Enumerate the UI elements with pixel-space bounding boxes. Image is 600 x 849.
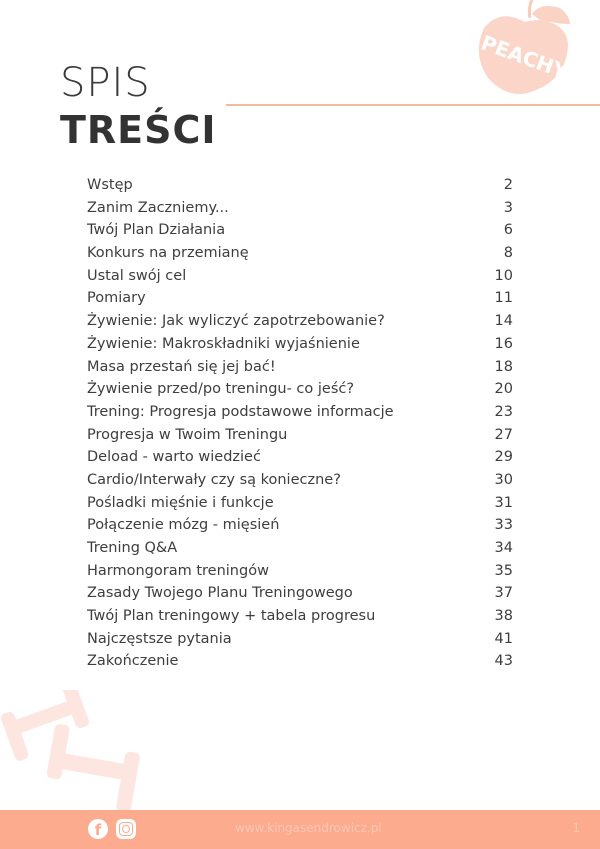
toc-entry-page: 23 <box>494 403 513 420</box>
peachy-logo <box>470 0 580 104</box>
toc-entry[interactable] <box>87 356 513 379</box>
toc-entry-label: Konkurs na przemianę <box>87 245 249 262</box>
toc-entry-label: Najczęstsze pytania <box>87 630 232 647</box>
footer <box>0 810 600 849</box>
toc-entry-page: 37 <box>494 585 513 602</box>
toc-entry-page: 18 <box>494 358 513 375</box>
table-of-contents <box>87 174 513 673</box>
toc-entry[interactable] <box>87 401 513 424</box>
toc-entry[interactable] <box>87 265 513 288</box>
toc-entry-label: Żywienie: Makroskładniki wyjaśnienie <box>87 335 360 352</box>
toc-entry[interactable] <box>87 174 513 197</box>
toc-entry-page: 16 <box>494 335 513 352</box>
toc-entry-label: Zasady Twojego Planu Treningowego <box>87 585 353 602</box>
toc-entry-page: 33 <box>494 517 513 534</box>
toc-entry[interactable] <box>87 605 513 628</box>
toc-entry-label: Deload - warto wiedzieć <box>87 449 261 466</box>
toc-entry-page: 2 <box>503 177 513 193</box>
toc-entry-page: 43 <box>494 653 513 670</box>
toc-entry-page: 11 <box>494 290 513 307</box>
toc-entry-page: 30 <box>494 471 513 488</box>
toc-entry-label: Trening: Progresja podstawowe informacje <box>87 403 394 420</box>
toc-entry-page: 41 <box>494 630 513 647</box>
toc-entry[interactable] <box>87 310 513 333</box>
toc-entry[interactable] <box>87 650 513 673</box>
instagram-icon[interactable] <box>116 819 136 839</box>
toc-entry[interactable] <box>87 197 513 220</box>
header-divider <box>226 104 600 106</box>
toc-entry[interactable] <box>87 537 513 560</box>
toc-entry-page: 29 <box>494 449 513 466</box>
website-link[interactable]: www.kingasendrowicz.pl <box>235 821 382 835</box>
toc-entry-label: Cardio/Interwały czy są konieczne? <box>87 471 341 488</box>
page-number: 1 <box>572 821 580 835</box>
toc-entry[interactable] <box>87 378 513 401</box>
toc-entry-page: 35 <box>494 562 513 579</box>
svg-text:PEACHY: PEACHY <box>478 30 571 84</box>
toc-entry-page: 6 <box>503 222 513 239</box>
toc-entry-label: Progresja w Twoim Treningu <box>87 426 288 443</box>
toc-entry-label: Zakończenie <box>87 653 179 670</box>
toc-entry-page: 3 <box>503 199 513 216</box>
toc-entry[interactable] <box>87 219 513 242</box>
toc-entry-label: Żywienie przed/po treningu- co jeść? <box>87 381 355 398</box>
toc-entry[interactable] <box>87 242 513 265</box>
toc-entry-label: Masa przestań się jej bać! <box>87 358 276 375</box>
toc-entry[interactable] <box>87 514 513 537</box>
dumbbell-icon <box>0 690 160 810</box>
toc-entry-label: Twój Plan treningowy + tabela progresu <box>87 608 376 625</box>
toc-entry-label: Harmongoram treningów <box>87 562 269 579</box>
toc-entry[interactable] <box>87 492 513 515</box>
toc-entry-page: 20 <box>494 381 513 398</box>
facebook-icon[interactable] <box>88 819 108 839</box>
toc-entry-page: 34 <box>494 540 513 556</box>
toc-entry-label: Trening Q&A <box>87 540 178 556</box>
toc-entry-label: Wstęp <box>87 177 133 193</box>
toc-entry-label: Żywienie: Jak wyliczyć zapotrzebowanie? <box>87 313 385 330</box>
toc-entry-label: Twój Plan Działania <box>87 222 226 239</box>
toc-entry-page: 14 <box>494 313 513 330</box>
toc-entry-page: 8 <box>503 245 513 262</box>
toc-entry-label: Połączenie mózg - mięsień <box>87 517 280 534</box>
toc-entry-label: Pośladki mięśnie i funkcje <box>87 494 274 511</box>
toc-entry[interactable] <box>87 287 513 310</box>
toc-entry[interactable] <box>87 628 513 651</box>
title-line-2: TREŚCI <box>60 108 217 152</box>
facebook-glyph: f <box>94 821 102 839</box>
toc-entry-label: Ustal swój cel <box>87 267 187 284</box>
toc-entry[interactable] <box>87 582 513 605</box>
toc-entry-page: 38 <box>494 608 513 625</box>
toc-entry-page: 10 <box>494 267 513 284</box>
toc-entry[interactable] <box>87 446 513 469</box>
title-line-1: SPIS <box>60 60 151 106</box>
toc-entry[interactable] <box>87 469 513 492</box>
toc-entry[interactable] <box>87 560 513 583</box>
toc-entry[interactable] <box>87 333 513 356</box>
toc-entry-page: 31 <box>494 494 513 511</box>
toc-entry-page: 27 <box>494 426 513 443</box>
toc-entry[interactable] <box>87 424 513 447</box>
toc-entry-label: Pomiary <box>87 290 146 307</box>
toc-entry-label: Zanim Zaczniemy... <box>87 199 229 216</box>
